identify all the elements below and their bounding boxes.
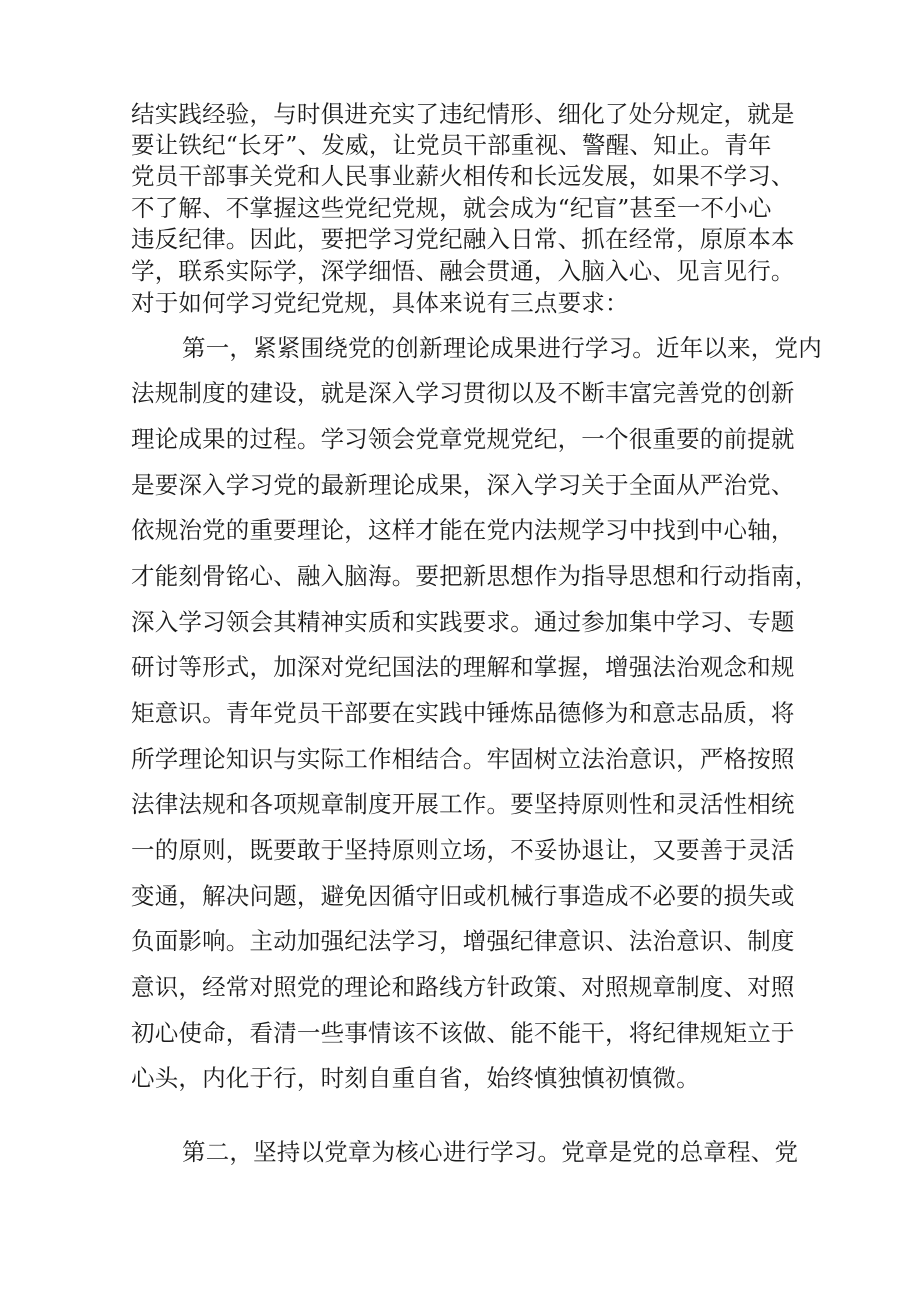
paragraph-2-line-10: 所学理论知识与实际工作相结合。牢固树立法治意识，严格按照 bbox=[131, 745, 795, 773]
paragraph-1-line-5: 违反纪律。因此，要把学习党纪融入日常、抓在经常，原原本本 bbox=[131, 225, 795, 253]
paragraph-2-line-7: 深入学习领会其精神实质和实践要求。通过参加集中学习、专题 bbox=[131, 608, 795, 636]
paragraph-2-line-1: 第一，紧紧围绕党的创新理论成果进行学习。近年以来，党内 bbox=[182, 334, 822, 362]
paragraph-1-line-3: 党员干部事关党和人民事业薪火相传和长远发展，如果不学习、 bbox=[131, 162, 795, 190]
paragraph-2-line-9: 矩意识。青年党员干部要在实践中锤炼品德修为和意志品质，将 bbox=[131, 699, 795, 727]
paragraph-1-line-4: 不了解、不掌握这些党纪党规，就会成为“纪盲”甚至一不小心 bbox=[131, 194, 772, 222]
paragraph-1-line-7: 对于如何学习党纪党规，具体来说有三点要求： bbox=[131, 289, 629, 317]
paragraph-2-line-11: 法律法规和各项规章制度开展工作。要坚持原则性和灵活性相统 bbox=[131, 790, 795, 818]
paragraph-2-line-12: 一的原则，既要敢于坚持原则立场，不妥协退让，又要善于灵活 bbox=[131, 836, 795, 864]
paragraph-2-line-3: 理论成果的过程。学习领会党章党规党纪，一个很重要的前提就 bbox=[131, 425, 795, 453]
paragraph-2-line-15: 意识，经常对照党的理论和路线方针政策、对照规章制度、对照 bbox=[131, 973, 795, 1001]
paragraph-2-line-17: 心头，内化于行，时刻自重自省，始终慎独慎初慎微。 bbox=[131, 1064, 700, 1092]
paragraph-2-line-13: 变通，解决问题，避免因循守旧或机械行事造成不必要的损失或 bbox=[131, 882, 795, 910]
paragraph-1-line-1: 结实践经验，与时俱进充实了违纪情形、细化了处分规定，就是 bbox=[131, 100, 795, 128]
paragraph-2-line-2: 法规制度的建设，就是深入学习贯彻以及不断丰富完善党的创新 bbox=[131, 379, 795, 407]
paragraph-2-line-5: 依规治党的重要理论，这样才能在党内法规学习中找到中心轴， bbox=[131, 516, 795, 544]
paragraph-1-line-6: 学，联系实际学，深学细悟、融会贯通，入脑入心、见言见行。 bbox=[131, 257, 795, 285]
paragraph-2-line-14: 负面影响。主动加强纪法学习，增强纪律意识、法治意识、制度 bbox=[131, 927, 795, 955]
paragraph-2-line-16: 初心使命，看清一些事情该不该做、能不能干，将纪律规矩立于 bbox=[131, 1019, 795, 1047]
paragraph-3-line-1: 第二，坚持以党章为核心进行学习。党章是党的总章程、党 bbox=[182, 1138, 799, 1166]
paragraph-1-line-2: 要让铁纪“长牙”、发威，让党员干部重视、警醒、知止。青年 bbox=[131, 131, 772, 159]
paragraph-2-line-8: 研讨等形式，加深对党纪国法的理解和掌握，增强法治观念和规 bbox=[131, 653, 795, 681]
paragraph-2-line-6: 才能刻骨铭心、融入脑海。要把新思想作为指导思想和行动指南， bbox=[131, 562, 819, 590]
paragraph-2-line-4: 是要深入学习党的最新理论成果，深入学习关于全面从严治党、 bbox=[131, 471, 795, 499]
